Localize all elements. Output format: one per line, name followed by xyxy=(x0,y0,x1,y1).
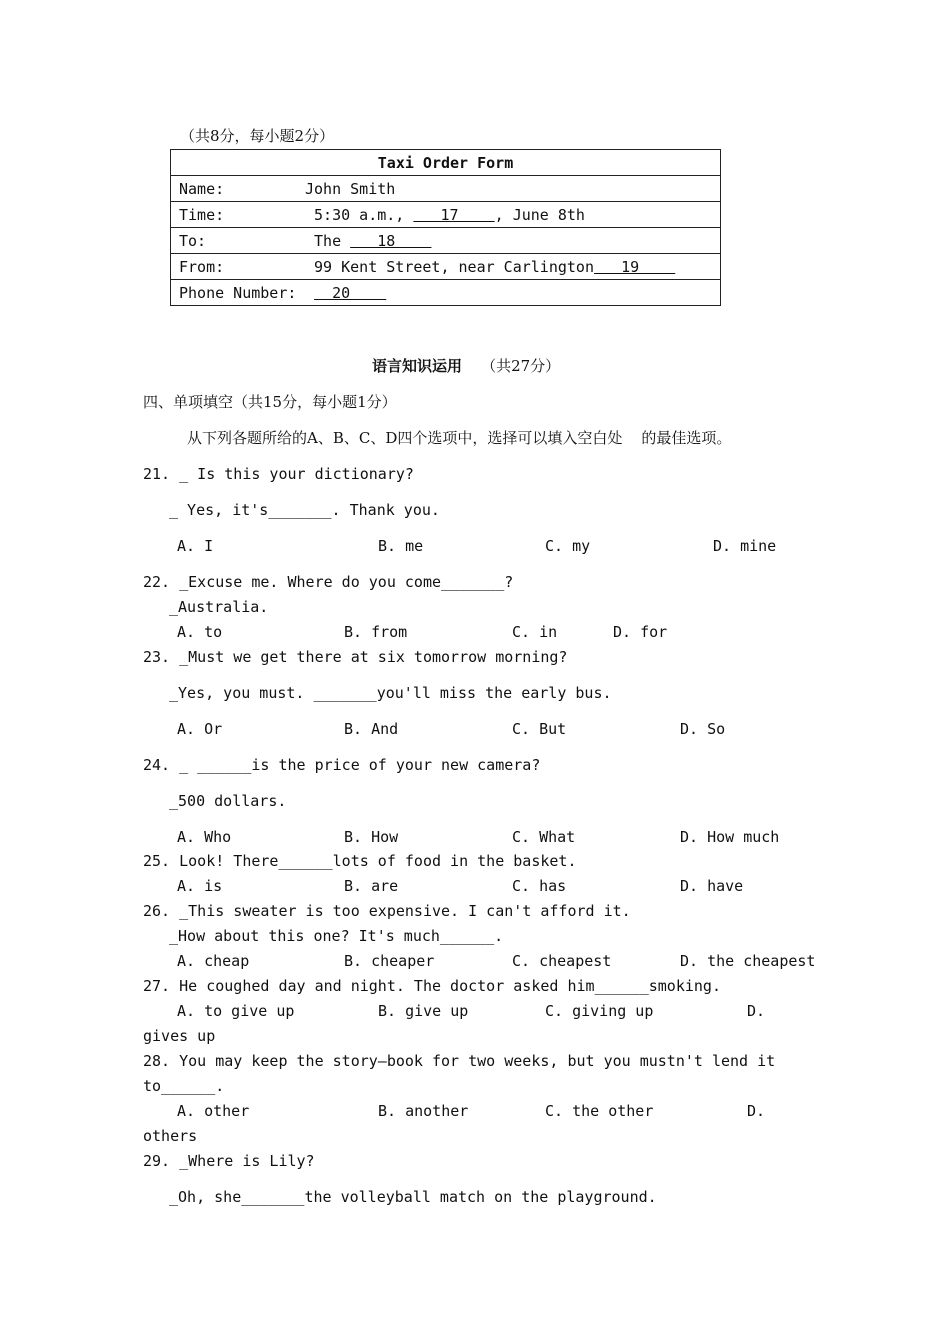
option-d: D. So xyxy=(680,720,726,738)
part-title: 语言知识运用 xyxy=(372,357,463,375)
option-d: D. How much xyxy=(680,828,780,846)
question-22: 22. _Excuse me. Where do you come_______? xyxy=(143,573,514,591)
option-a: A. to xyxy=(177,623,223,641)
option-b: B. And xyxy=(344,720,399,738)
form-title: Taxi Order Form xyxy=(171,150,721,176)
question-29-reply: _Oh, she_______the volleyball match on the playground. xyxy=(169,1188,657,1206)
option-a: A. Or xyxy=(177,720,223,738)
option-d: D. xyxy=(747,1002,766,1020)
question-24-reply: _500 dollars. xyxy=(169,792,287,810)
question-23-reply: _Yes, you must. _______you'll miss the early bus. xyxy=(169,684,612,702)
form-blank-17: 17 xyxy=(413,205,495,224)
form-label: From: xyxy=(179,257,225,276)
option-b: B. another xyxy=(378,1102,469,1120)
form-value: John Smith xyxy=(305,179,396,198)
form-label: To: xyxy=(179,231,207,250)
option-a: A. Who xyxy=(177,828,232,846)
form-value: The xyxy=(305,231,351,250)
form-row-name xyxy=(171,176,721,202)
form-blank-18: 18 xyxy=(350,231,432,250)
question-26: 26. _This sweater is too expensive. I can't afford it. xyxy=(143,902,631,920)
question-24: 24. _ ______is the price of your new camera? xyxy=(143,756,541,774)
option-c: C. giving up xyxy=(545,1002,654,1020)
taxi-order-form xyxy=(170,149,721,306)
option-b: B. How xyxy=(344,828,399,846)
option-c: C. What xyxy=(512,828,576,846)
form-blank-20: 20 xyxy=(314,283,387,302)
option-b: B. me xyxy=(378,537,424,555)
option-a: A. cheap xyxy=(177,952,250,970)
question-25: 25. Look! There______lots of food in the basket. xyxy=(143,852,577,870)
form-value: 5:30 a.m., xyxy=(305,205,414,224)
question-22-reply: _Australia. xyxy=(169,598,269,616)
option-d: D. the cheapest xyxy=(680,952,816,970)
option-a: A. I xyxy=(177,537,214,555)
option-c: C. has xyxy=(512,877,567,895)
question-28-continued: to______. xyxy=(143,1077,225,1095)
question-26-reply: _How about this one? It's much______. xyxy=(169,927,504,945)
option-b: B. from xyxy=(344,623,408,641)
question-29: 29. _Where is Lily? xyxy=(143,1152,315,1170)
option-d: D. xyxy=(747,1102,766,1120)
option-d: D. have xyxy=(680,877,744,895)
form-value xyxy=(305,284,314,302)
option-c: C. cheapest xyxy=(512,952,612,970)
question-28: 28. You may keep the story—book for two weeks, but you mustn't lend it xyxy=(143,1052,776,1070)
option-b: B. are xyxy=(344,877,399,895)
question-27: 27. He coughed day and night. The doctor asked him______smoking. xyxy=(143,977,721,995)
form-blank-19: 19 xyxy=(593,257,676,276)
part-score: （共27分） xyxy=(481,357,561,375)
option-a: A. is xyxy=(177,877,223,895)
question-21: 21. _ Is this your dictionary? xyxy=(143,465,414,483)
form-row-time xyxy=(171,202,721,228)
option-d: D. mine xyxy=(713,537,777,555)
form-value: 99 Kent Street, near Carlington xyxy=(305,257,594,276)
option-d: D. for xyxy=(613,623,668,641)
form-label: Name: xyxy=(179,179,225,198)
part-heading xyxy=(372,356,560,376)
option-d-continued: others xyxy=(143,1127,198,1145)
option-b: B. give up xyxy=(378,1002,469,1020)
option-c: C. my xyxy=(545,537,591,555)
form-row-phone xyxy=(171,280,721,306)
section-title: 四、单项填空（共15分，每小题1分） xyxy=(143,393,397,411)
option-c: C. in xyxy=(512,623,558,641)
form-label: Time: xyxy=(179,205,225,224)
option-c: C. the other xyxy=(545,1102,654,1120)
option-a: A. other xyxy=(177,1102,250,1120)
option-a: A. to give up xyxy=(177,1002,295,1020)
form-row-from xyxy=(171,254,721,280)
question-23: 23. _Must we get there at six tomorrow morning? xyxy=(143,648,568,666)
question-21-reply: _ Yes, it's_______. Thank you. xyxy=(169,501,440,519)
form-label: Phone Number: xyxy=(179,283,297,302)
option-b: B. cheaper xyxy=(344,952,435,970)
section-score-note: （共8分，每小题2分） xyxy=(180,127,335,145)
option-c: C. But xyxy=(512,720,567,738)
form-value-post: , June 8th xyxy=(494,205,585,224)
section-instruction: 从下列各题所给的A、B、C、D四个选项中，选择可以填入空白处 的最佳选项。 xyxy=(187,429,732,447)
form-row-to xyxy=(171,228,721,254)
option-d-continued: gives up xyxy=(143,1027,216,1045)
